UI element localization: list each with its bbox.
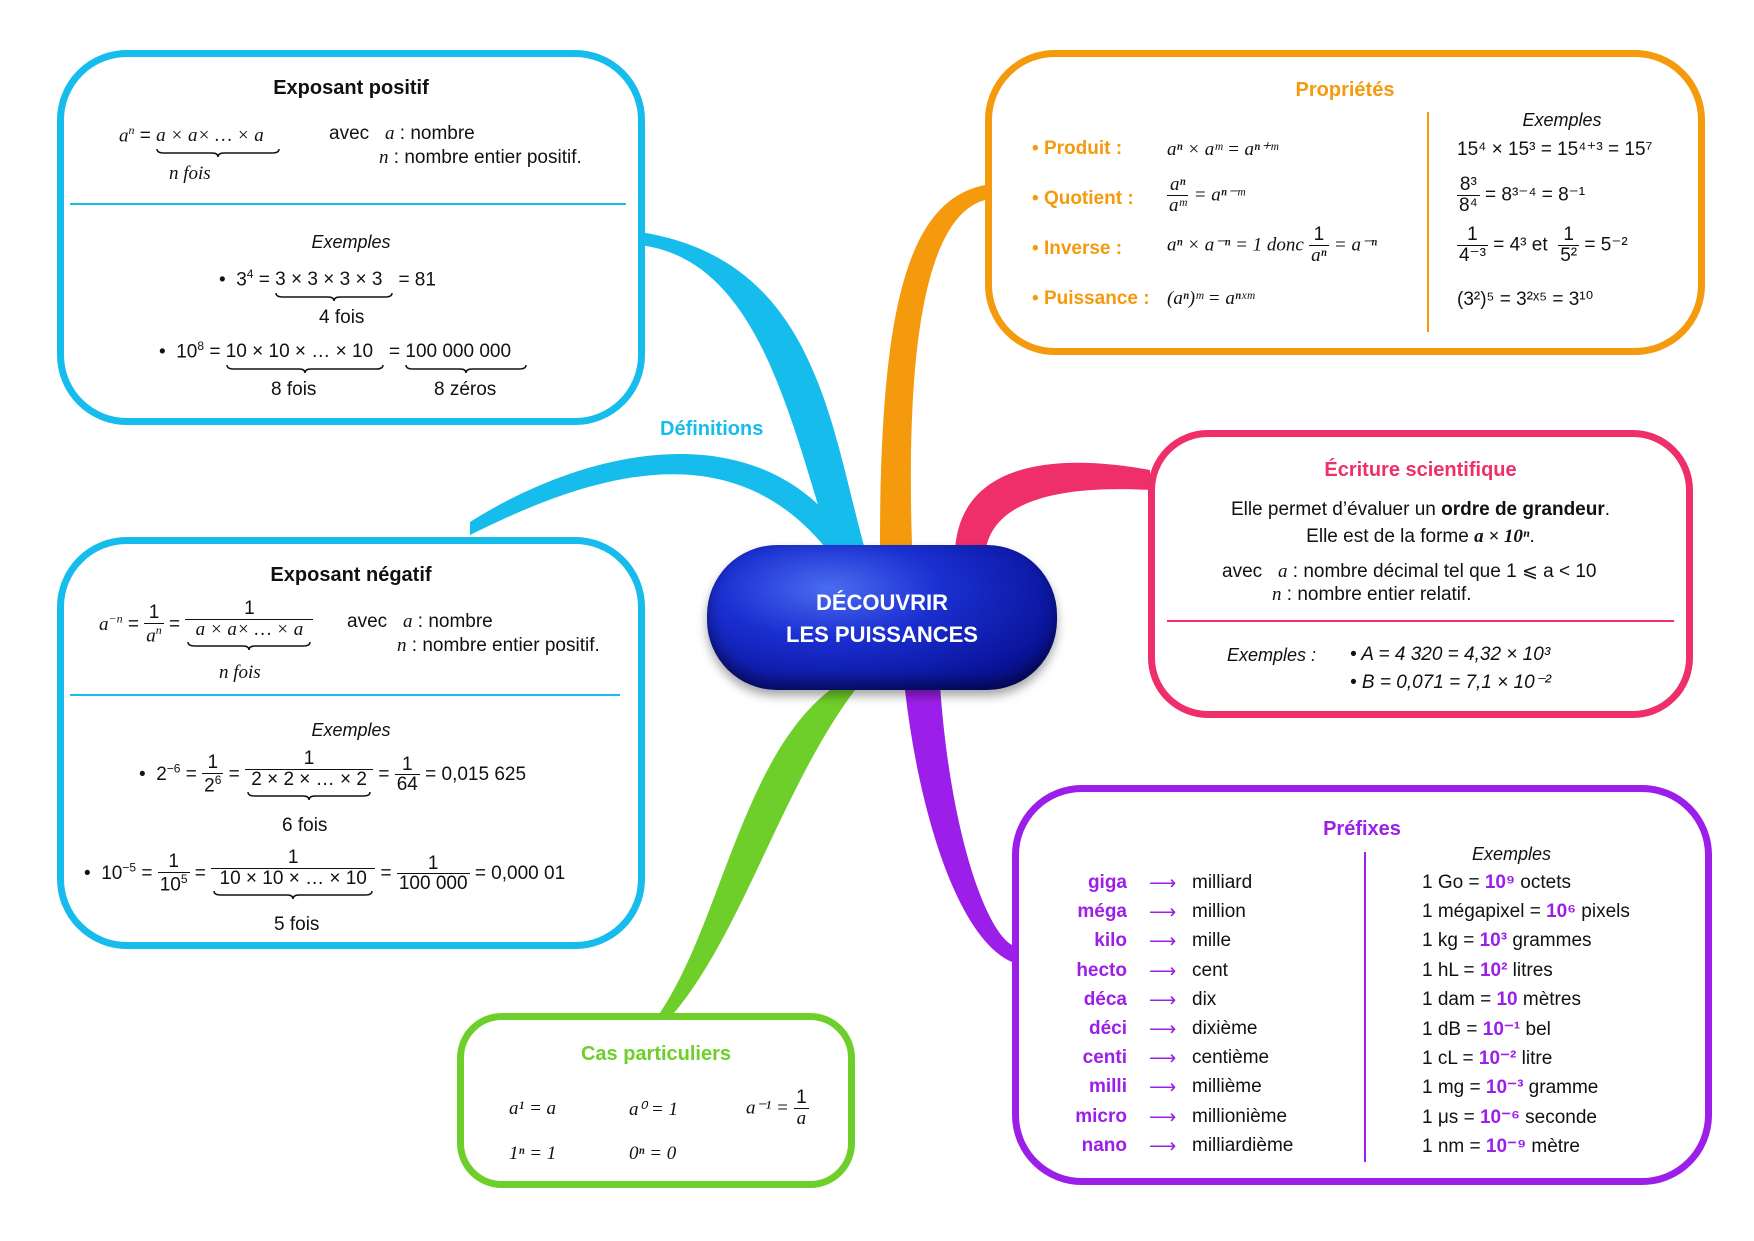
arrow-icon: ⟶ xyxy=(1149,960,1177,982)
prefix-name: milli xyxy=(1088,1076,1127,1098)
prop-quotient-example: $\frac{\text{8³}}{\text{8⁴}}$ = 8³⁻⁴ = 8⁻¹ xyxy=(1459,174,1586,216)
prefix-meaning: milliard xyxy=(1192,872,1253,893)
ecriture-scientifique-box xyxy=(1148,430,1693,718)
rule-0-pow-n: 0ⁿ = 0 xyxy=(629,1143,677,1164)
prop-quotient-label: • Quotient : xyxy=(1032,188,1134,209)
prefix-name: déci xyxy=(1088,1018,1127,1039)
central-node xyxy=(707,545,1057,690)
prefix-example: 1 μs = 10⁻⁶ seconde xyxy=(1422,1106,1597,1128)
prefix-meaning: mille xyxy=(1192,930,1232,952)
prefix-meaning: millionième xyxy=(1192,1105,1288,1127)
arrow-icon: ⟶ xyxy=(1149,989,1177,1011)
prop-produit-label: • Produit : xyxy=(1032,138,1123,159)
exposant-positif-example-2: • $10^8 = 10 \times 10$ × … × 10 = 100 000 000 xyxy=(159,339,527,374)
exposant-negatif-examples-label: Exemples xyxy=(311,720,391,740)
prop-inverse-label: • Inverse : xyxy=(1032,238,1123,259)
prefix-name: hecto xyxy=(1076,959,1127,981)
prefix-name: méga xyxy=(1077,901,1127,923)
prop-quotient-formula: $\frac{\text{aⁿ}}{\text{aᵐ}}$ = aⁿ⁻ᵐ xyxy=(1169,174,1245,216)
arrow-icon: ⟶ xyxy=(1149,1077,1177,1099)
branch-ecriture xyxy=(955,463,1150,555)
branch-prefixes xyxy=(905,685,1012,962)
ecriture-divider xyxy=(1167,620,1674,622)
exposant-negatif-definition: $a^{-n}$ = $\frac{1}{a^n}$ = $\frac{1}{a \times a\times \dots \times a}$ xyxy=(99,599,313,651)
prefix-meaning: dixième xyxy=(1192,1018,1258,1039)
exposant-positif-example-2-under1: 8 fois xyxy=(271,379,317,400)
rule-a-pow-minus-1: a⁻¹ = $\frac{1}{a}$ xyxy=(746,1087,807,1129)
center-title-line2: LES PUISSANCES xyxy=(786,622,978,647)
prefix-meaning: dix xyxy=(1192,988,1217,1010)
arrow-icon: ⟶ xyxy=(1149,873,1177,894)
prefixes-divider xyxy=(1364,852,1366,1162)
branch-label-definitions: Définitions xyxy=(660,418,764,440)
ecriture-avec: avec a : nombre décimal tel que 1 ⩽ a < 10 xyxy=(1222,561,1597,582)
exposant-negatif-example-1-under: 6 fois xyxy=(282,815,328,836)
cas-particuliers-box xyxy=(457,1013,855,1188)
prop-inverse-example: $\frac{1}{\text{4⁻³}}$ = 4³ et $\frac{1}{\text{5²}}$ = 5⁻² xyxy=(1459,224,1628,266)
prefixes-title: Préfixes xyxy=(1323,818,1401,840)
exposant-negatif-nfois: n fois xyxy=(219,662,261,683)
exposant-negatif-n-desc: n : nombre entier positif. xyxy=(397,635,600,656)
prefixes-box xyxy=(1012,785,1712,1185)
prop-puissance-example: (3²)⁵ = 3²ˣ⁵ = 3¹⁰ xyxy=(1457,289,1594,310)
cas-particuliers-title: Cas particuliers xyxy=(580,1043,732,1065)
exposant-positif-avec: avec a : nombre xyxy=(329,123,475,144)
prefixes-examples-label: Exemples xyxy=(1471,844,1552,864)
exposant-positif-definition: $a^n = a \times a\times$ … × a xyxy=(119,123,280,158)
proprietes-divider xyxy=(1427,112,1429,332)
prefix-example: 1 dB = 10⁻¹ bel xyxy=(1422,1019,1551,1040)
prefix-example: 1 kg = 10³ grammes xyxy=(1422,930,1592,952)
ecriture-example-1: • A = 4 320 = 4,32 × 10³ xyxy=(1350,644,1551,665)
proprietes-title: Propriétés xyxy=(1295,79,1395,101)
prefix-example: 1 Go = 10⁹ octets xyxy=(1422,872,1571,893)
prop-puissance-formula: (aⁿ)ᵐ = aⁿˣᵐ xyxy=(1167,288,1255,309)
prefix-meaning: cent xyxy=(1192,959,1228,981)
ecriture-title: Écriture scientifique xyxy=(1324,459,1517,481)
prop-produit-example: 15⁴ × 15³ = 15⁴⁺³ = 15⁷ xyxy=(1457,139,1653,160)
arrow-icon: ⟶ xyxy=(1149,1106,1177,1128)
rule-1-pow-n: 1ⁿ = 1 xyxy=(509,1143,557,1164)
exposant-positif-examples-label: Exemples xyxy=(311,232,391,252)
exposant-negatif-avec: avec a : nombre xyxy=(347,611,493,632)
ecriture-line-1: Elle permet d’évaluer un ordre de grandeur. xyxy=(1230,499,1611,520)
prefix-name: giga xyxy=(1087,872,1127,893)
exposant-positif-example-1: • $3^4 = 3 \times 3 \times 3 \times 3$ = 81 xyxy=(219,267,436,302)
prefix-name: déca xyxy=(1083,988,1127,1010)
center-title-line1: DÉCOUVRIR xyxy=(815,590,948,615)
rule-a-pow-1: a¹ = a xyxy=(509,1098,557,1119)
exposant-positif-example-2-under2: 8 zéros xyxy=(434,379,497,400)
arrow-icon: ⟶ xyxy=(1149,1019,1177,1040)
prop-produit-formula: aⁿ × aᵐ = aⁿ⁺ᵐ xyxy=(1167,139,1278,160)
exposant-positif-n-desc: n : nombre entier positif. xyxy=(379,147,582,168)
arrow-icon: ⟶ xyxy=(1149,902,1177,924)
prefix-example: 1 mégapixel = 10⁶ pixels xyxy=(1422,901,1630,923)
exposant-positif-title: Exposant positif xyxy=(273,77,429,99)
prefix-example: 1 dam = 10 mètres xyxy=(1422,988,1581,1010)
prefix-name: kilo xyxy=(1094,930,1127,952)
prefix-meaning: million xyxy=(1192,901,1246,923)
exposant-positif-box xyxy=(57,50,645,425)
prefix-example: 1 hL = 10² litres xyxy=(1422,959,1553,981)
prefix-example: 1 cL = 10⁻² litre xyxy=(1422,1048,1553,1070)
prop-puissance-label: • Puissance : xyxy=(1032,288,1150,309)
ecriture-examples-label: Exemples : xyxy=(1227,645,1317,665)
rule-a-pow-0: a⁰ = 1 xyxy=(629,1099,678,1120)
exposant-negatif-divider xyxy=(70,694,620,696)
prefix-example: 1 mg = 10⁻³ gramme xyxy=(1422,1077,1599,1099)
exposant-negatif-example-1: • $2^{-6}$ = $\frac{1}{2^6}$ = $\frac{1}{2 \times 2 \times \dots \times 2}$ = $\frac{1}{64}$ = 0,015 625 xyxy=(139,749,526,801)
ecriture-example-2: • B = 0,071 = 7,1 × 10⁻² xyxy=(1350,672,1552,693)
prefix-example: 1 nm = 10⁻⁹ mètre xyxy=(1422,1135,1580,1157)
prefix-name: nano xyxy=(1081,1134,1127,1156)
exposant-negatif-example-2: • $10^{-5}$ = $\frac{1}{10^5}$ = $\frac{1}{10 \times 10 \times \dots \times 10}$ = $\frac{1}{100 000}$ = 0,000 01 xyxy=(84,848,565,900)
exposant-positif-nfois: n fois xyxy=(169,163,211,184)
prefix-meaning: milliardième xyxy=(1192,1134,1294,1156)
proprietes-box xyxy=(985,50,1705,355)
exposant-negatif-title: Exposant négatif xyxy=(270,564,432,586)
exposant-negatif-example-2-under: 5 fois xyxy=(274,914,320,935)
prefix-name: micro xyxy=(1075,1105,1127,1127)
branch-proprietes xyxy=(880,185,985,545)
arrow-icon: ⟶ xyxy=(1149,1048,1177,1070)
branch-cas-particuliers xyxy=(655,690,855,1020)
prefix-meaning: millième xyxy=(1192,1076,1262,1098)
exposant-positif-example-1-under: 4 fois xyxy=(319,307,365,328)
prefix-name: centi xyxy=(1082,1047,1127,1069)
proprietes-examples-label: Exemples xyxy=(1522,110,1602,130)
arrow-icon: ⟶ xyxy=(1149,931,1177,953)
arrow-icon: ⟶ xyxy=(1149,1135,1177,1157)
ecriture-line-2: Elle est de la forme a × 10ⁿ. xyxy=(1306,526,1535,547)
prefix-meaning: centième xyxy=(1192,1047,1270,1069)
branch-exposant-positif xyxy=(640,232,868,560)
exposant-positif-divider xyxy=(70,203,626,205)
prop-inverse-formula: aⁿ × a⁻ⁿ = 1 donc $\frac{1}{\text{aⁿ}}$ = a⁻ⁿ xyxy=(1167,224,1377,266)
exposant-negatif-box xyxy=(57,537,645,949)
ecriture-n-desc: n : nombre entier relatif. xyxy=(1272,584,1472,605)
